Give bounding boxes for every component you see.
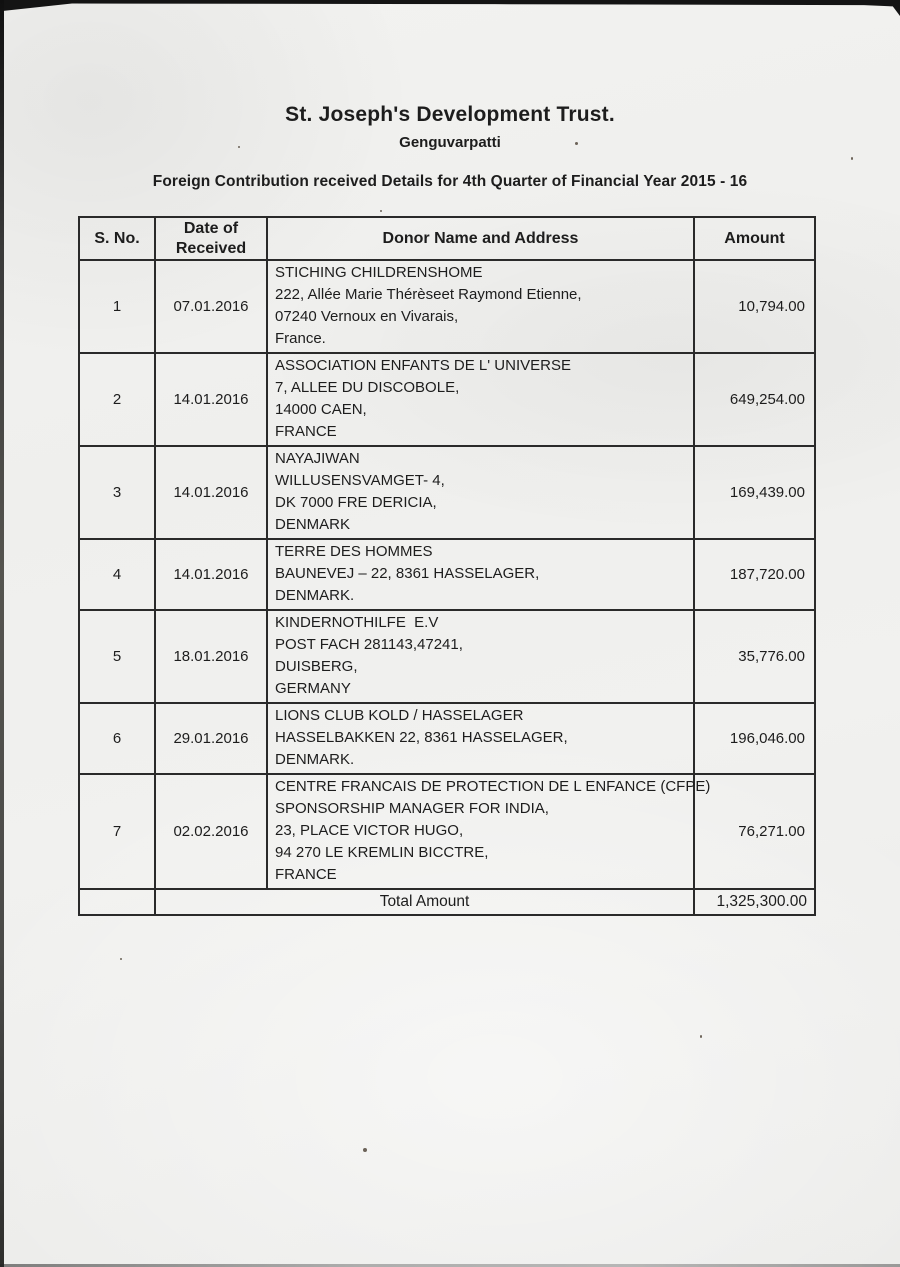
header-date	[155, 217, 267, 260]
donor-line: SPONSORSHIP MANAGER FOR INDIA,	[275, 800, 549, 817]
scan-speck	[700, 1035, 702, 1038]
cell-date: 29.01.2016	[155, 703, 267, 774]
contribution-table	[78, 216, 816, 916]
cell-sno: 1	[79, 260, 155, 353]
total-row	[79, 889, 815, 915]
table-row	[79, 610, 815, 703]
table-row	[79, 774, 815, 889]
header-date-line2: Received	[175, 239, 247, 257]
cell-sno: 5	[79, 610, 155, 703]
scan-speck	[363, 1148, 367, 1152]
donor-line: DUISBERG,	[275, 658, 358, 675]
total-empty-cell	[79, 889, 155, 915]
cell-sno: 4	[79, 539, 155, 610]
cell-sno: 6	[79, 703, 155, 774]
cell-date: 14.01.2016	[155, 446, 267, 539]
header-sno: S. No.	[79, 217, 155, 260]
donor-line: 7, ALLEE DU DISCOBOLE,	[275, 379, 460, 396]
donor-line: DENMARK	[275, 516, 351, 533]
table-row	[79, 539, 815, 610]
donor-line: DENMARK.	[275, 587, 355, 604]
donor-line: HASSELBAKKEN 22, 8361 HASSELAGER,	[275, 729, 568, 746]
donor-line: 222, Allée Marie Thérèseet Raymond Etienne,	[275, 286, 582, 303]
header-amount: Amount	[694, 217, 815, 260]
donor-line: STICHING CHILDRENSHOME	[275, 264, 483, 281]
cell-date: 18.01.2016	[155, 610, 267, 703]
cell-donor	[267, 446, 694, 539]
cell-date: 14.01.2016	[155, 353, 267, 446]
donor-line: WILLUSENSVAMGET- 4,	[275, 472, 445, 489]
cell-donor	[267, 353, 694, 446]
cell-donor	[267, 774, 711, 889]
donor-line: DK 7000 FRE DERICIA,	[275, 494, 437, 511]
cell-amount: 35,776.00	[694, 610, 815, 703]
donor-line: POST FACH 281143,47241,	[275, 636, 463, 653]
total-label: Total Amount	[155, 889, 694, 915]
donor-line: 23, PLACE VICTOR HUGO,	[275, 822, 464, 839]
total-amount: 1,325,300.00	[694, 889, 815, 915]
cell-donor	[267, 610, 694, 703]
donor-line: BAUNEVEJ – 22, 8361 HASSELAGER,	[275, 565, 540, 582]
donor-line: 07240 Vernoux en Vivarais,	[275, 308, 459, 325]
cell-amount: 187,720.00	[694, 539, 815, 610]
donor-line: LIONS CLUB KOLD / HASSELAGER	[275, 707, 524, 724]
donor-line: TERRE DES HOMMES	[275, 543, 433, 560]
cell-sno: 7	[79, 774, 155, 889]
donor-line: ASSOCIATION ENFANTS DE L' UNIVERSE	[275, 357, 571, 374]
cell-amount: 76,271.00	[694, 774, 815, 889]
header-date-line1: Date of	[183, 219, 239, 237]
cell-amount: 196,046.00	[694, 703, 815, 774]
cell-donor	[267, 539, 694, 610]
cell-donor	[267, 703, 694, 774]
table-row	[79, 353, 815, 446]
cell-date: 02.02.2016	[155, 774, 267, 889]
page-subtitle: Genguvarpatti	[399, 134, 501, 151]
header-donor: Donor Name and Address	[267, 217, 694, 260]
table-header-row	[79, 217, 815, 260]
table-row	[79, 260, 815, 353]
cell-date: 07.01.2016	[155, 260, 267, 353]
donor-line: FRANCE	[275, 423, 337, 440]
scan-edge-top	[0, 0, 900, 16]
cell-amount: 649,254.00	[694, 353, 815, 446]
table-row	[79, 703, 815, 774]
donor-line: FRANCE	[275, 866, 337, 883]
report-heading: Foreign Contribution received Details for 4th Quarter of Financial Year 2015 - 16	[152, 173, 748, 190]
cell-donor	[267, 260, 694, 353]
donor-line: 14000 CAEN,	[275, 401, 367, 418]
page-title: St. Joseph's Development Trust.	[285, 103, 615, 126]
scan-speck	[120, 958, 122, 960]
cell-sno: 2	[79, 353, 155, 446]
cell-amount: 10,794.00	[694, 260, 815, 353]
table-row	[79, 446, 815, 539]
cell-amount: 169,439.00	[694, 446, 815, 539]
donor-line: NAYAJIWAN	[275, 450, 360, 467]
donor-line: 94 270 LE KREMLIN BICCTRE,	[275, 844, 489, 861]
donor-line: France.	[275, 330, 326, 347]
table-body	[79, 260, 815, 889]
cell-date: 14.01.2016	[155, 539, 267, 610]
donor-line: CENTRE FRANCAIS DE PROTECTION DE L ENFANCE (CFPE)	[275, 778, 711, 795]
cell-sno: 3	[79, 446, 155, 539]
donor-line: GERMANY	[275, 680, 351, 697]
donor-line: KINDERNOTHILFE E.V	[275, 614, 439, 631]
donor-line: DENMARK.	[275, 751, 355, 768]
